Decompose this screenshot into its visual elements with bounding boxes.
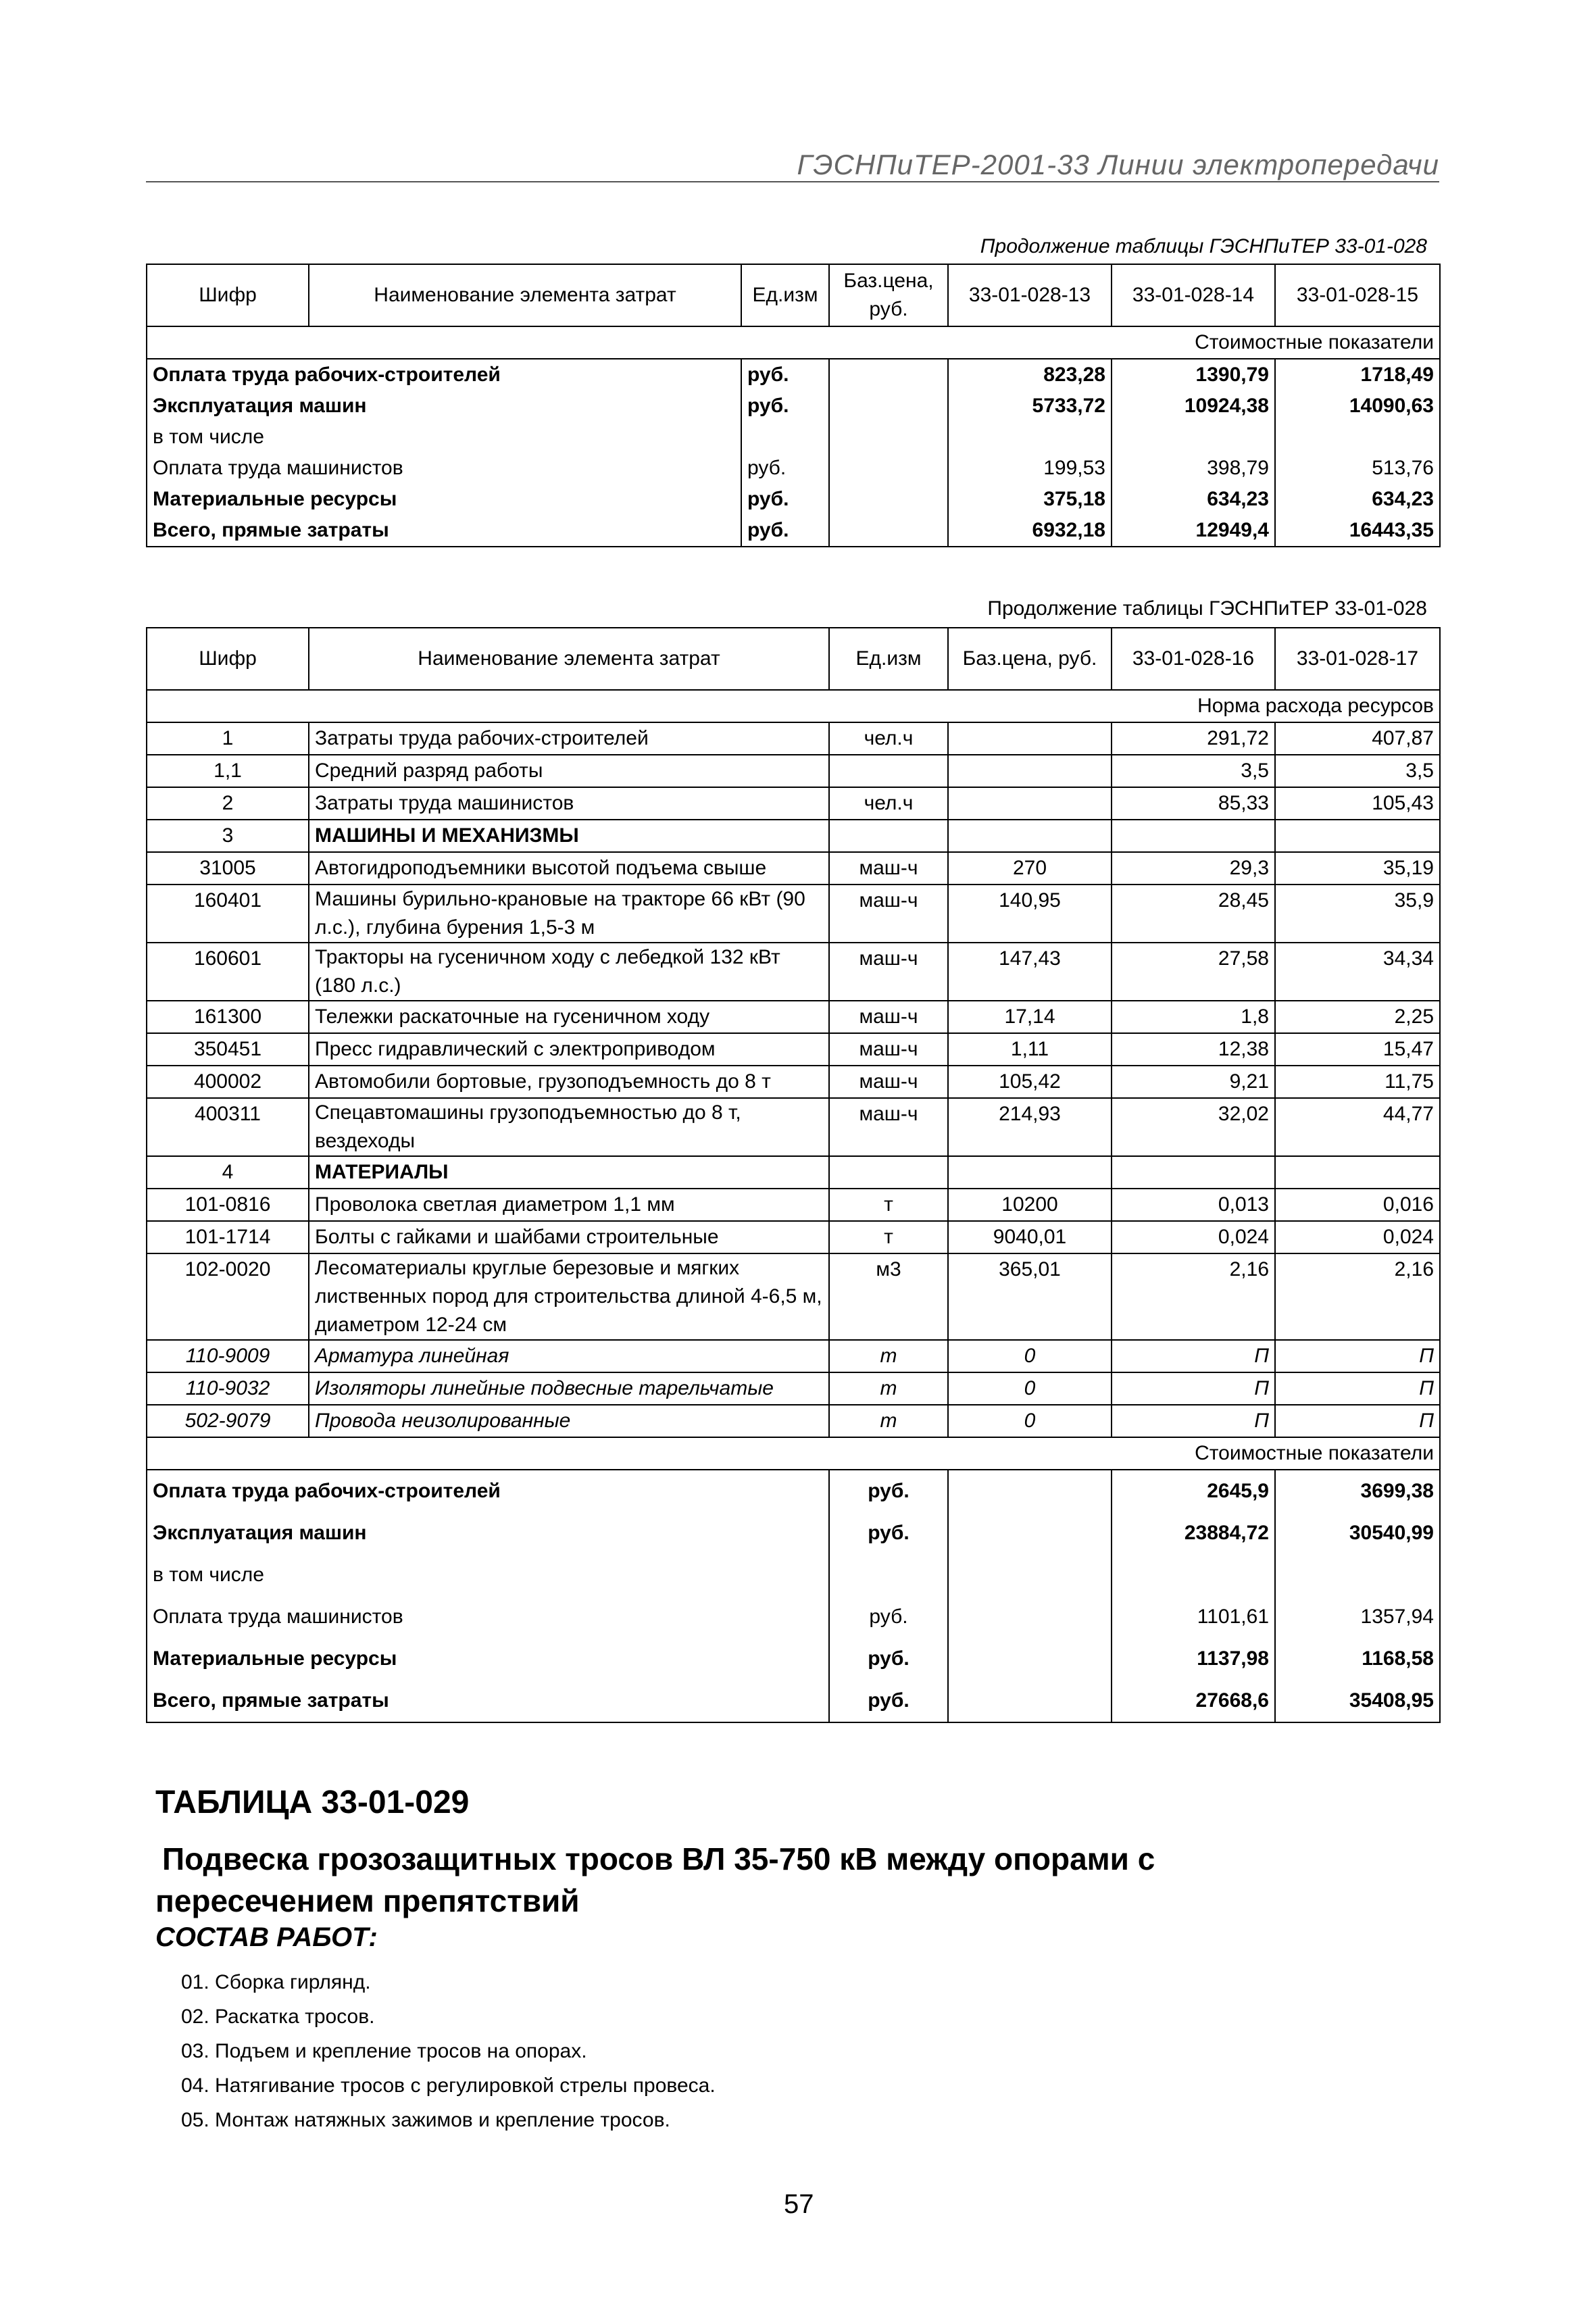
row-price (948, 1470, 1112, 1512)
row-price: 365,01 (948, 1253, 1112, 1340)
row-price: 9040,01 (948, 1221, 1112, 1253)
row-price (948, 787, 1112, 820)
row-code: 400311 (147, 1098, 309, 1156)
table-row (147, 755, 1440, 787)
table-row (147, 722, 1440, 755)
row-code: 3 (147, 820, 309, 852)
row-code: 160601 (147, 943, 309, 1001)
row-name: Арматура линейная (309, 1340, 829, 1372)
row-value-16 (1112, 1156, 1275, 1189)
header-unit: Ед.изм (829, 628, 948, 690)
row-unit (741, 422, 829, 453)
header-name: Наименование элемента затрат (309, 264, 741, 326)
row-unit: т (829, 1372, 948, 1405)
row-price (948, 1680, 1112, 1722)
table-row (147, 1189, 1440, 1221)
row-price: 140,95 (948, 885, 1112, 943)
row-price (948, 1156, 1112, 1189)
row-price (829, 515, 948, 547)
row-name: Машины бурильно-крановые на тракторе 66 кВт (90 л.с.), глубина бурения 1,5-3 м (309, 885, 829, 943)
section-norms-label: Норма расхода ресурсов (147, 690, 1440, 722)
row-code: 1,1 (147, 755, 309, 787)
row-value-17: 0,016 (1275, 1189, 1440, 1221)
section-costs-label: Стоимостные показатели (147, 1437, 1440, 1470)
table-row (147, 885, 1440, 943)
table1-caption: Продолжение таблицы ГЭСНПиТЕР 33-01-028 (980, 235, 1427, 257)
row-price (829, 391, 948, 422)
row-value-16: 3,5 (1112, 755, 1275, 787)
table-row (147, 1066, 1440, 1098)
row-unit: маш-ч (829, 1098, 948, 1156)
row-code: 31005 (147, 852, 309, 885)
row-value-17 (1275, 820, 1440, 852)
table2-header-row (147, 628, 1440, 690)
row-name: Автомобили бортовые, грузоподъемность до 8 т (309, 1066, 829, 1098)
row-unit: т (829, 1340, 948, 1372)
header-name: Наименование элемента затрат (309, 628, 829, 690)
row-price: 270 (948, 852, 1112, 885)
row-price: 0 (948, 1340, 1112, 1372)
header-col-15: 33-01-028-15 (1275, 264, 1440, 326)
table-row (147, 852, 1440, 885)
row-value-13: 375,18 (948, 484, 1112, 515)
header-col-13: 33-01-028-13 (948, 264, 1112, 326)
row-unit (829, 1554, 948, 1596)
row-name: Средний разряд работы (309, 755, 829, 787)
row-unit: руб. (829, 1512, 948, 1554)
works-list (181, 1965, 716, 2137)
row-value-13: 823,28 (948, 359, 1112, 391)
row-value-15 (1275, 422, 1440, 453)
row-unit: руб. (829, 1596, 948, 1638)
header-col-14: 33-01-028-14 (1112, 264, 1275, 326)
row-value-16: 23884,72 (1112, 1512, 1275, 1554)
row-name: Эксплуатация машин (147, 391, 741, 422)
section-label: Стоимостные показатели (147, 326, 1440, 359)
row-value-16 (1112, 820, 1275, 852)
row-unit: руб. (829, 1638, 948, 1680)
row-code: 161300 (147, 1001, 309, 1033)
row-price: 105,42 (948, 1066, 1112, 1098)
row-unit (829, 1156, 948, 1189)
row-value-17: 35408,95 (1275, 1680, 1440, 1722)
row-code: 110-9032 (147, 1372, 309, 1405)
row-price: 17,14 (948, 1001, 1112, 1033)
row-value-14: 12949,4 (1112, 515, 1275, 547)
row-unit: чел.ч (829, 722, 948, 755)
row-value-17: 2,25 (1275, 1001, 1440, 1033)
row-value-14: 634,23 (1112, 484, 1275, 515)
row-code: 350451 (147, 1033, 309, 1066)
row-name: Оплата труда машинистов (147, 1596, 829, 1638)
row-value-16: П (1112, 1372, 1275, 1405)
row-value-17: 15,47 (1275, 1033, 1440, 1066)
row-unit: чел.ч (829, 787, 948, 820)
table-row (147, 1156, 1440, 1189)
header-col-16: 33-01-028-16 (1112, 628, 1275, 690)
row-name: МАТЕРИАЛЫ (309, 1156, 829, 1189)
row-value-16: 1,8 (1112, 1001, 1275, 1033)
table-row (147, 422, 1440, 453)
row-value-16: 32,02 (1112, 1098, 1275, 1156)
row-name: Проволока светлая диаметром 1,1 мм (309, 1189, 829, 1221)
table-row (147, 787, 1440, 820)
list-item: 03. Подъем и крепление тросов на опорах. (181, 2040, 587, 2062)
row-unit: руб. (741, 484, 829, 515)
row-value-16: 0,024 (1112, 1221, 1275, 1253)
table-row (147, 484, 1440, 515)
row-price (829, 422, 948, 453)
header-col-17: 33-01-028-17 (1275, 628, 1440, 690)
row-value-16: 12,38 (1112, 1033, 1275, 1066)
row-price (829, 359, 948, 391)
table-row (147, 359, 1440, 391)
table-row (147, 1638, 1440, 1680)
row-code: 102-0020 (147, 1253, 309, 1340)
row-value-13: 199,53 (948, 453, 1112, 484)
row-value-17: 3699,38 (1275, 1470, 1440, 1512)
row-price: 1,11 (948, 1033, 1112, 1066)
row-unit: маш-ч (829, 943, 948, 1001)
works-heading: СОСТАВ РАБОТ: (155, 1922, 378, 1952)
row-unit: руб. (829, 1680, 948, 1722)
row-value-16: 2,16 (1112, 1253, 1275, 1340)
header-code: Шифр (147, 264, 309, 326)
row-value-17: 35,9 (1275, 885, 1440, 943)
row-value-16: 27668,6 (1112, 1680, 1275, 1722)
row-price (948, 1596, 1112, 1638)
row-name: Материальные ресурсы (147, 1638, 829, 1680)
row-unit: маш-ч (829, 1001, 948, 1033)
row-unit: т (829, 1405, 948, 1437)
section-title: ТАБЛИЦА 33-01-029 (155, 1785, 470, 1820)
row-price: 10200 (948, 1189, 1112, 1221)
row-name: Болты с гайками и шайбами строительные (309, 1221, 829, 1253)
row-name: Провода неизолированные (309, 1405, 829, 1437)
row-price (948, 1554, 1112, 1596)
table-row (147, 1340, 1440, 1372)
table-row (147, 1098, 1440, 1156)
row-unit: м3 (829, 1253, 948, 1340)
row-name: Изоляторы линейные подвесные тарельчатые (309, 1372, 829, 1405)
table-row (147, 1253, 1440, 1340)
table-row (147, 1554, 1440, 1596)
row-value-14: 398,79 (1112, 453, 1275, 484)
row-name: Всего, прямые затраты (147, 515, 741, 547)
row-value-17: 0,024 (1275, 1221, 1440, 1253)
row-value-16: 1101,61 (1112, 1596, 1275, 1638)
table-row (147, 1512, 1440, 1554)
row-price (948, 1512, 1112, 1554)
row-unit: т (829, 1189, 948, 1221)
row-value-16: 29,3 (1112, 852, 1275, 885)
row-code: 502-9079 (147, 1405, 309, 1437)
row-value-14: 10924,38 (1112, 391, 1275, 422)
row-value-15: 634,23 (1275, 484, 1440, 515)
row-name: Автогидроподъемники высотой подъема свыше (309, 852, 829, 885)
row-value-15: 513,76 (1275, 453, 1440, 484)
row-value-13: 6932,18 (948, 515, 1112, 547)
row-name: Оплата труда рабочих-строителей (147, 359, 741, 391)
row-name: Материальные ресурсы (147, 484, 741, 515)
row-value-16: 1137,98 (1112, 1638, 1275, 1680)
row-price (948, 1638, 1112, 1680)
table-row (147, 1372, 1440, 1405)
row-value-17: 3,5 (1275, 755, 1440, 787)
row-name: Оплата труда рабочих-строителей (147, 1470, 829, 1512)
row-unit: маш-ч (829, 1066, 948, 1098)
row-value-17: 2,16 (1275, 1253, 1440, 1340)
row-name: Эксплуатация машин (147, 1512, 829, 1554)
row-code: 400002 (147, 1066, 309, 1098)
row-value-15: 14090,63 (1275, 391, 1440, 422)
row-value-16: 9,21 (1112, 1066, 1275, 1098)
row-name: в том числе (147, 1554, 829, 1596)
row-value-16: 27,58 (1112, 943, 1275, 1001)
table2-costs-section-row (147, 1437, 1440, 1470)
list-item: 05. Монтаж натяжных зажимов и крепление тросов. (181, 2109, 670, 2131)
row-name: Спецавтомашины грузоподъемностью до 8 т, вездеходы (309, 1098, 829, 1156)
table-row (147, 1033, 1440, 1066)
row-price: 0 (948, 1372, 1112, 1405)
row-value-16: П (1112, 1405, 1275, 1437)
row-value-17 (1275, 1554, 1440, 1596)
table-row (147, 391, 1440, 422)
page-number: 57 (784, 2189, 814, 2219)
row-name: в том числе (147, 422, 741, 453)
section-subtitle: Подвеска грозозащитных тросов ВЛ 35-750 кВ между опорами с пересечением препятствий (155, 1841, 1155, 1918)
row-name: Пресс гидравлический с электроприводом (309, 1033, 829, 1066)
row-price: 147,43 (948, 943, 1112, 1001)
row-value-17: П (1275, 1372, 1440, 1405)
row-price (829, 484, 948, 515)
row-value-17: П (1275, 1340, 1440, 1372)
row-price (829, 453, 948, 484)
row-unit: маш-ч (829, 1033, 948, 1066)
row-value-17: 105,43 (1275, 787, 1440, 820)
row-value-16: 0,013 (1112, 1189, 1275, 1221)
row-name: Всего, прямые затраты (147, 1680, 829, 1722)
row-price (948, 722, 1112, 755)
row-name: Оплата труда машинистов (147, 453, 741, 484)
row-value-17: П (1275, 1405, 1440, 1437)
row-unit: руб. (741, 515, 829, 547)
table1-section-row (147, 326, 1440, 359)
table1-header-row (147, 264, 1440, 326)
row-unit: руб. (829, 1470, 948, 1512)
table-row (147, 453, 1440, 484)
row-name: МАШИНЫ И МЕХАНИЗМЫ (309, 820, 829, 852)
row-name: Лесоматериалы круглые березовые и мягких лиственных пород для строительства длиной 4-6,5 м, диаметром 12-24 см (309, 1253, 829, 1340)
row-code: 110-9009 (147, 1340, 309, 1372)
row-value-17: 11,75 (1275, 1066, 1440, 1098)
row-unit (829, 755, 948, 787)
row-price (948, 755, 1112, 787)
list-item: 04. Натягивание тросов с регулировкой стрелы провеса. (181, 2074, 716, 2097)
row-value-17: 34,34 (1275, 943, 1440, 1001)
header-rule (146, 181, 1439, 182)
row-code: 4 (147, 1156, 309, 1189)
row-value-17: 407,87 (1275, 722, 1440, 755)
row-unit: т (829, 1221, 948, 1253)
table2 (146, 627, 1441, 1723)
row-unit: маш-ч (829, 852, 948, 885)
table-row (147, 943, 1440, 1001)
row-value-16: 291,72 (1112, 722, 1275, 755)
table-row (147, 1001, 1440, 1033)
row-value-16: 2645,9 (1112, 1470, 1275, 1512)
table1 (146, 264, 1441, 547)
row-value-15: 16443,35 (1275, 515, 1440, 547)
row-code: 101-0816 (147, 1189, 309, 1221)
table-row (147, 1405, 1440, 1437)
row-price: 0 (948, 1405, 1112, 1437)
row-unit (829, 820, 948, 852)
row-value-16: 28,45 (1112, 885, 1275, 943)
row-value-16 (1112, 1554, 1275, 1596)
row-value-16: 85,33 (1112, 787, 1275, 820)
row-value-17: 1168,58 (1275, 1638, 1440, 1680)
row-value-13 (948, 422, 1112, 453)
header-code: Шифр (147, 628, 309, 690)
table-row (147, 820, 1440, 852)
table-row (147, 1221, 1440, 1253)
row-value-17 (1275, 1156, 1440, 1189)
row-code: 160401 (147, 885, 309, 943)
row-code: 2 (147, 787, 309, 820)
row-value-15: 1718,49 (1275, 359, 1440, 391)
row-name: Затраты труда машинистов (309, 787, 829, 820)
row-name: Затраты труда рабочих-строителей (309, 722, 829, 755)
table-row (147, 1596, 1440, 1638)
row-unit: руб. (741, 453, 829, 484)
row-value-14: 1390,79 (1112, 359, 1275, 391)
row-value-17: 44,77 (1275, 1098, 1440, 1156)
list-item: 02. Раскатка тросов. (181, 2006, 375, 2028)
row-unit: руб. (741, 391, 829, 422)
row-value-16: П (1112, 1340, 1275, 1372)
row-value-13: 5733,72 (948, 391, 1112, 422)
row-value-17: 35,19 (1275, 852, 1440, 885)
table-row (147, 1470, 1440, 1512)
row-unit: маш-ч (829, 885, 948, 943)
table-row (147, 1680, 1440, 1722)
row-value-17: 1357,94 (1275, 1596, 1440, 1638)
table-row (147, 515, 1440, 547)
table2-norms-row (147, 690, 1440, 722)
row-code: 1 (147, 722, 309, 755)
row-unit: руб. (741, 359, 829, 391)
row-value-14 (1112, 422, 1275, 453)
header-price: Баз.цена, руб. (829, 264, 948, 326)
row-name: Тележки раскаточные на гусеничном ходу (309, 1001, 829, 1033)
row-price (948, 820, 1112, 852)
running-title: ГЭСНПиТЕР-2001-33 Линии электропередачи (797, 149, 1439, 180)
row-value-17: 30540,99 (1275, 1512, 1440, 1554)
row-code: 101-1714 (147, 1221, 309, 1253)
list-item: 01. Сборка гирлянд. (181, 1971, 371, 1993)
row-price: 214,93 (948, 1098, 1112, 1156)
header-price: Баз.цена, руб. (948, 628, 1112, 690)
header-unit: Ед.изм (741, 264, 829, 326)
table2-caption: Продолжение таблицы ГЭСНПиТЕР 33-01-028 (987, 597, 1427, 620)
row-name: Тракторы на гусеничном ходу с лебедкой 132 кВт (180 л.с.) (309, 943, 829, 1001)
